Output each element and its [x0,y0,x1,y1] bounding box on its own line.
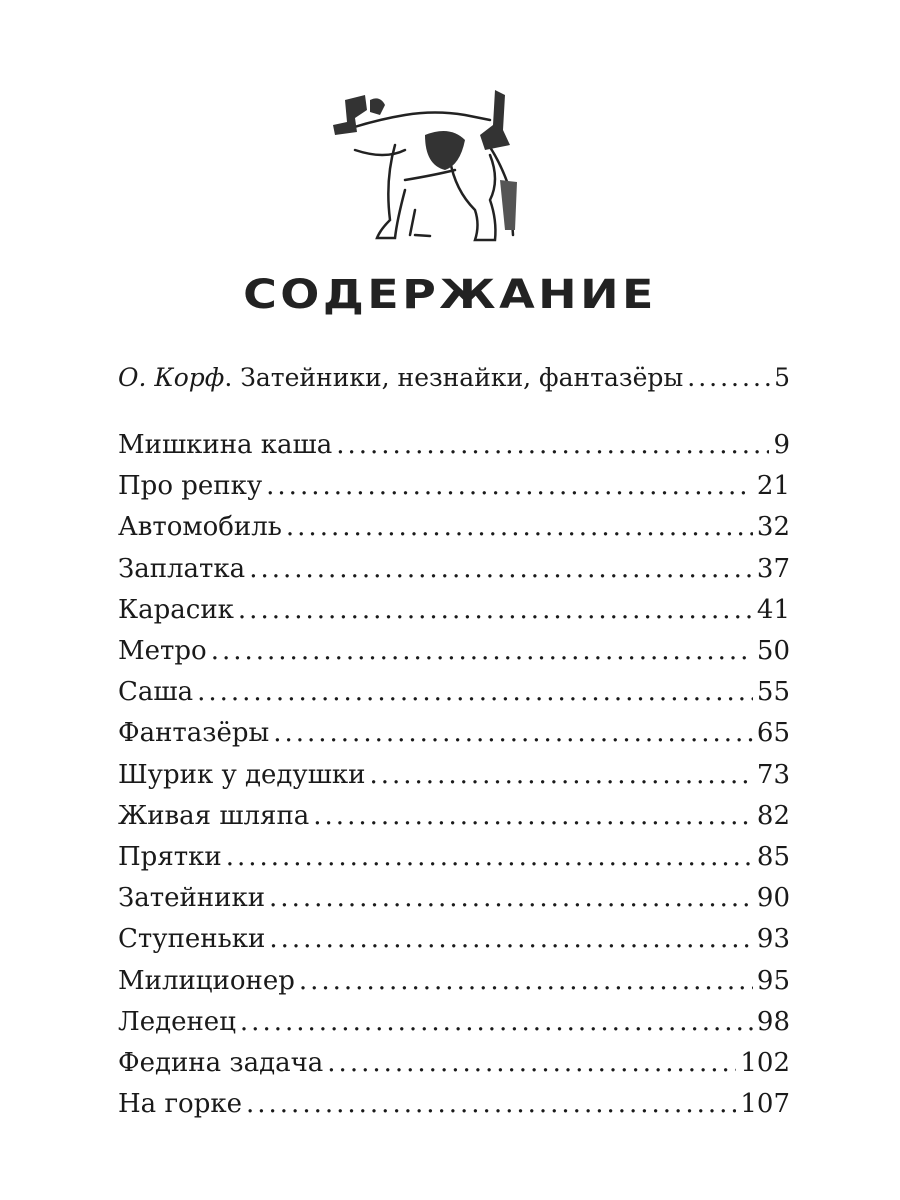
entry-page: 102 [740,1048,790,1078]
entry-page: 50 [756,636,790,666]
entry-page: 107 [740,1089,790,1120]
toc-entry[interactable] [118,468,790,504]
entry-title: Федина задача [118,1048,324,1078]
entry-title: Мишкина каша [118,430,333,460]
entry-title: Карасик [118,594,234,625]
entry-page: 21 [756,471,790,502]
entry-page: 85 [756,842,790,872]
intro-separator: . [224,363,233,392]
entry-title: Леденец [118,1006,236,1037]
toc-entry[interactable] [118,963,790,999]
intro-title: Затейники, незнайки, фантазёры [240,363,684,392]
toc-entry[interactable] [118,715,790,751]
toc-intro-entry[interactable] [118,360,790,396]
entry-title: Живая шляпа [118,800,310,831]
dot-leader [197,674,753,710]
dot-leader [266,468,753,504]
entry-page: 37 [756,553,790,584]
toc-entry[interactable] [118,1086,790,1122]
entry-page: 65 [756,718,790,749]
dot-leader [687,360,770,396]
dot-leader [269,880,753,916]
dot-leader [246,1086,736,1122]
entry-page: 98 [756,1006,790,1037]
entry-title: Заплатка [118,553,246,584]
entry-page: 90 [756,883,790,914]
entry-title: Затейники [118,883,266,914]
dot-leader [249,551,753,587]
dot-leader [240,1004,753,1040]
entry-title: Милиционер [118,965,295,996]
entry-page: 55 [756,677,790,708]
dot-leader [327,1045,736,1081]
toc-entry[interactable] [118,592,790,628]
entry-page: 32 [756,512,790,543]
dot-leader [226,839,753,875]
entry-title: Фантазёры [118,718,270,749]
toc-entry[interactable] [118,427,790,463]
entry-page: 73 [756,759,790,790]
dot-leader [286,509,753,545]
entry-title: Саша [118,677,194,708]
entry-page: 95 [756,965,790,996]
dot-leader [299,963,753,999]
dot-leader [336,427,769,463]
entry-title: Про репку [118,471,263,502]
toc-entry[interactable] [118,757,790,793]
entry-page: 41 [756,594,790,625]
entry-title: Шурик у дедушки [118,759,366,790]
page-title: СОДЕРЖАНИЕ [243,272,657,318]
dog-illustration [285,70,555,250]
entry-title: Прятки [118,842,222,872]
dot-leader [369,757,752,793]
entry-title: Ступеньки [118,924,266,955]
dot-leader [269,921,753,957]
entry-page: 82 [756,800,790,831]
toc-entry[interactable] [118,921,790,957]
dot-leader [313,798,753,834]
toc-entry[interactable] [118,1045,790,1081]
dot-leader [211,633,753,669]
toc-entry[interactable] [118,674,790,710]
entry-page: 93 [756,924,790,955]
toc-entry[interactable] [118,551,790,587]
toc-entry[interactable] [118,1004,790,1040]
intro-author: О. Корф [118,363,225,392]
dot-leader [238,592,753,628]
intro-page: 5 [774,363,790,392]
toc-entry[interactable] [118,633,790,669]
toc-entry[interactable] [118,798,790,834]
toc-entry[interactable] [118,839,790,875]
entry-title: Автомобиль [118,512,282,543]
dot-leader [273,715,753,751]
entry-title: Метро [118,636,207,666]
toc-entry[interactable] [118,880,790,916]
toc-entry[interactable] [118,509,790,545]
entry-page: 9 [773,430,790,460]
entry-title: На горке [118,1089,242,1120]
